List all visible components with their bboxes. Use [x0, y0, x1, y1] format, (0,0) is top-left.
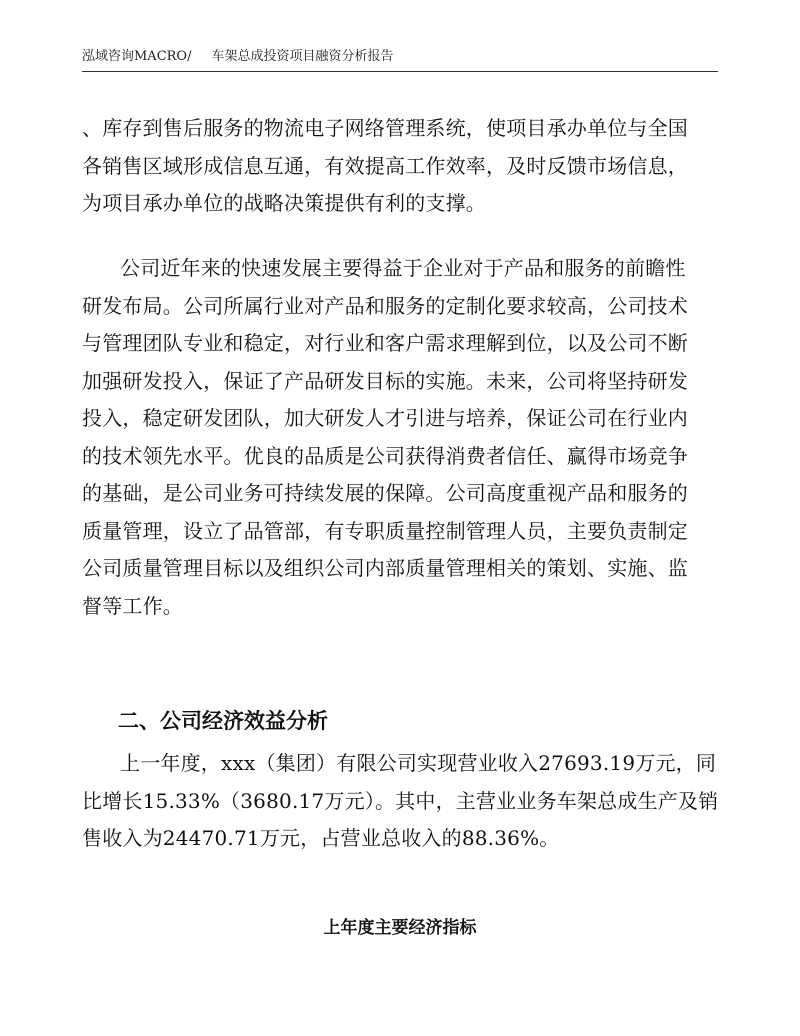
- paragraph-line: 公司质量管理目标以及组织公司内部质量管理相关的策划、实施、监: [82, 556, 688, 580]
- paragraph-line: 比增长15.33%（3680.17万元）。其中，主营业业务车架总成生产及销: [82, 788, 719, 813]
- header-divider: [82, 71, 718, 72]
- paragraph-line: 、库存到售后服务的物流电子网络管理系统，使项目承办单位与全国: [82, 116, 688, 140]
- paragraph-line: 售收入为24470.71万元，占营业总收入的88.36%。: [82, 826, 560, 850]
- section-heading: 二、公司经济效益分析: [118, 709, 328, 733]
- paragraph-line: 质量管理，设立了品管部，有专职质量控制管理人员，主要负责制定: [82, 518, 688, 543]
- paragraph-line: 与管理团队专业和稳定，对行业和客户需求理解到位，以及公司不断: [82, 331, 688, 355]
- paragraph-line: 公司近年来的快速发展主要得益于企业对于产品和服务的前瞻性: [120, 256, 686, 280]
- paragraph-revenue: [82, 745, 718, 858]
- header-doc-title: 车架总成投资项目融资分析报告: [211, 49, 394, 64]
- paragraph-line: 上一年度，xxx（集团）有限公司实现营业收入27693.19万元，同: [120, 751, 717, 775]
- table-title: 上年度主要经济指标: [323, 918, 477, 938]
- page-header: [82, 46, 718, 68]
- paragraph-logistics: [82, 110, 718, 223]
- header-brand: 泓域咨询MACRO/: [82, 49, 192, 64]
- paragraph-development: [82, 250, 718, 625]
- paragraph-line: 研发布局。公司所属行业对产品和服务的定制化要求较高，公司技术: [82, 293, 688, 318]
- paragraph-line: 加强研发投入，保证了产品研发目标的实施。未来，公司将坚持研发: [82, 368, 688, 393]
- paragraph-line: 的基础，是公司业务可持续发展的保障。公司高度重视产品和服务的: [82, 481, 688, 505]
- paragraph-line: 的技术领先水平。优良的品质是公司获得消费者信任、赢得市场竞争: [82, 443, 688, 468]
- paragraph-line: 各销售区域形成信息互通，有效提高工作效率，及时反馈市场信息，: [82, 153, 688, 178]
- paragraph-line: 投入，稳定研发团队，加大研发人才引进与培养，保证公司在行业内: [82, 406, 688, 430]
- paragraph-line: 督等工作。: [82, 593, 183, 618]
- paragraph-line: 为项目承办单位的战略决策提供有利的支撑。: [82, 191, 486, 215]
